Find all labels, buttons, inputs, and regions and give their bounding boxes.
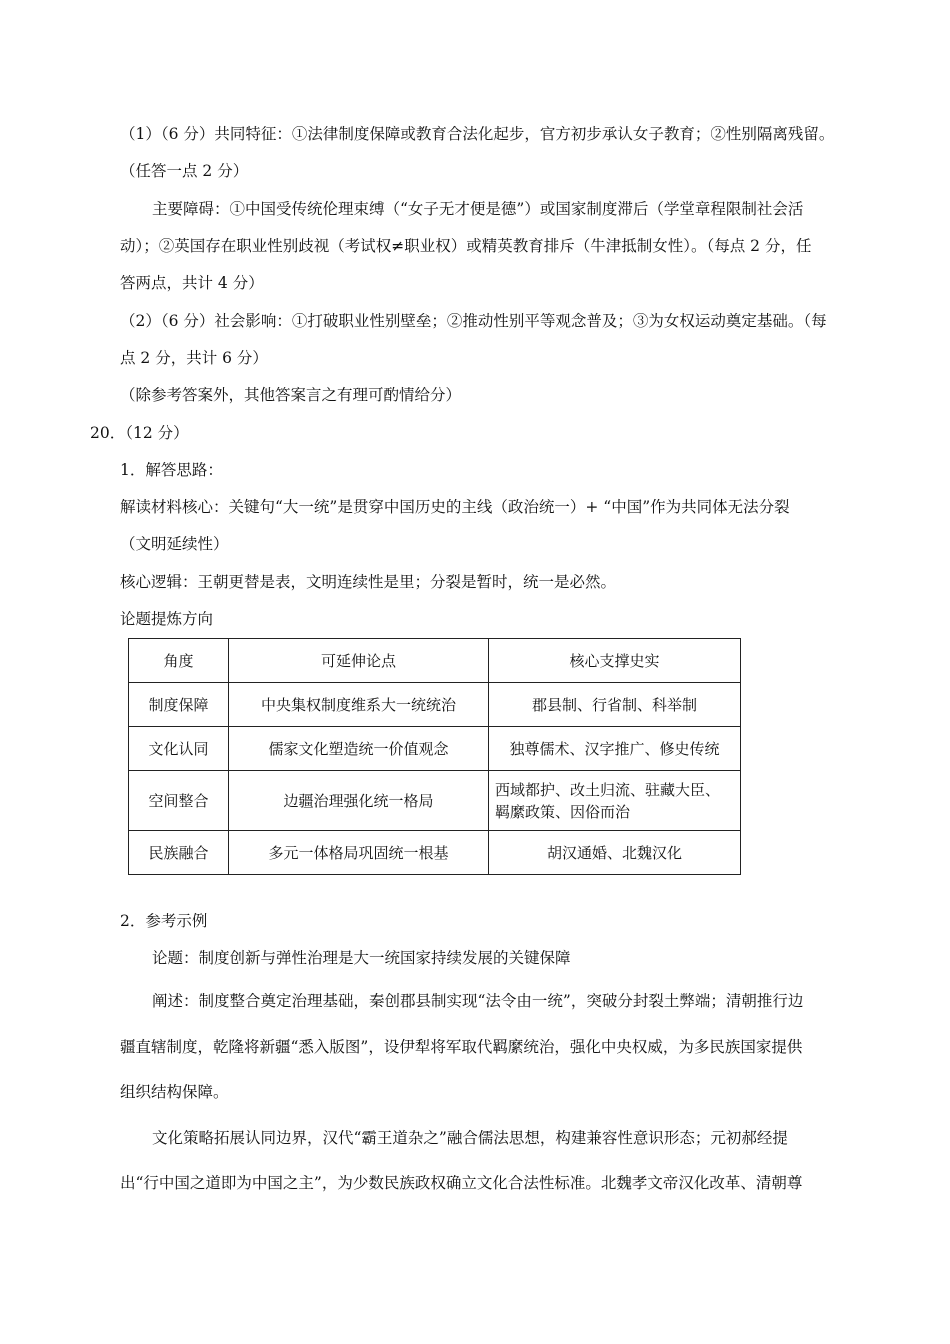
answer-19-obstacles-line1: 主要障碍：①中国受传统伦理束缚（“女子无才便是德”）或国家制度滞后（学堂章程限制社会活	[152, 200, 804, 218]
section-2-title: 2．参考示例	[120, 912, 208, 930]
table-cell: 边疆治理强化统一格局	[229, 771, 489, 831]
example-para2-line1: 文化策略拓展认同边界，汉代“霸王道杂之”融合儒法思想，构建兼容性意识形态；元初郝经提	[152, 1129, 788, 1147]
question-20-header: 20．（12 分）	[90, 424, 189, 442]
answer-19-obstacles-line3: 答两点，共计 4 分）	[120, 274, 264, 292]
section-1-title: 1．解答思路：	[120, 461, 223, 479]
example-para2-line2: 出“行中国之道即为中国之主”，为少数民族政权确立文化合法性标准。北魏孝文帝汉化改革、清朝尊	[120, 1174, 803, 1192]
answer-19-part2-line2: 点 2 分，共计 6 分）	[120, 349, 268, 367]
thesis-statement: 论题：制度创新与弹性治理是大一统国家持续发展的关键保障	[152, 949, 571, 967]
table-caption: 论题提炼方向	[120, 610, 214, 628]
table-row	[129, 727, 741, 771]
table-cell: 儒家文化塑造统一价值观念	[229, 727, 489, 771]
table-cell-line: 羁縻政策、因俗而治	[495, 802, 631, 821]
table-cell: 空间整合	[129, 771, 229, 831]
answer-19-part2-line1: （2）（6 分）社会影响：①打破职业性别壁垒；②推动性别平等观念普及；③为女权运动奠定基础。（每	[120, 312, 827, 330]
material-core-line1: 解读材料核心：关键句“大一统”是贯穿中国历史的主线（政治统一）+ “中国”作为共同体无法分裂	[120, 498, 790, 516]
table-cell: 民族融合	[129, 831, 229, 875]
example-para1-line1: 阐述：制度整合奠定治理基础，秦创郡县制实现“法令由一统”，突破分封裂土弊端；清朝推行边	[152, 992, 804, 1010]
thesis-table	[128, 638, 741, 875]
table-cell: 中央集权制度维系大一统统治	[229, 683, 489, 727]
table-cell-line: 西域都护、改土归流、驻藏大臣、	[495, 780, 721, 799]
table-cell: 制度保障	[129, 683, 229, 727]
answer-19-obstacles-line2: 动）；②英国存在职业性别歧视（考试权≠职业权）或精英教育排斥（牛津抵制女性）。（每点 2 分，任	[120, 237, 812, 255]
core-logic: 核心逻辑：王朝更替是表，文明连续性是里；分裂是暂时，统一是必然。	[120, 573, 617, 591]
table-header-cell: 可延伸论点	[229, 639, 489, 683]
table-cell: 文化认同	[129, 727, 229, 771]
table-header-cell: 核心支撑史实	[489, 639, 741, 683]
example-para1-line2: 疆直辖制度，乾隆将新疆“悉入版图”，设伊犁将军取代羁縻统治，强化中央权威，为多民族国家提供	[120, 1038, 803, 1056]
table-cell: 郡县制、行省制、科举制	[489, 683, 741, 727]
table-cell: 胡汉通婚、北魏汉化	[489, 831, 741, 875]
table-header-row	[129, 639, 741, 683]
table-header-cell: 角度	[129, 639, 229, 683]
table-cell: 多元一体格局巩固统一根基	[229, 831, 489, 875]
table-row	[129, 831, 741, 875]
example-para1-line3: 组织结构保障。	[120, 1083, 229, 1101]
table-row	[129, 771, 741, 831]
table-cell	[489, 771, 741, 831]
answer-19-note: （除参考答案外，其他答案言之有理可酌情给分）	[120, 386, 462, 404]
answer-19-part1-line1: （1）（6 分）共同特征：①法律制度保障或教育合法化起步，官方初步承认女子教育；②性别隔离残留。	[120, 125, 835, 143]
table-cell: 独尊儒术、汉字推广、修史传统	[489, 727, 741, 771]
material-core-line2: （文明延续性）	[120, 535, 229, 553]
table-row	[129, 683, 741, 727]
answer-19-part1-line2: （任答一点 2 分）	[120, 162, 249, 180]
